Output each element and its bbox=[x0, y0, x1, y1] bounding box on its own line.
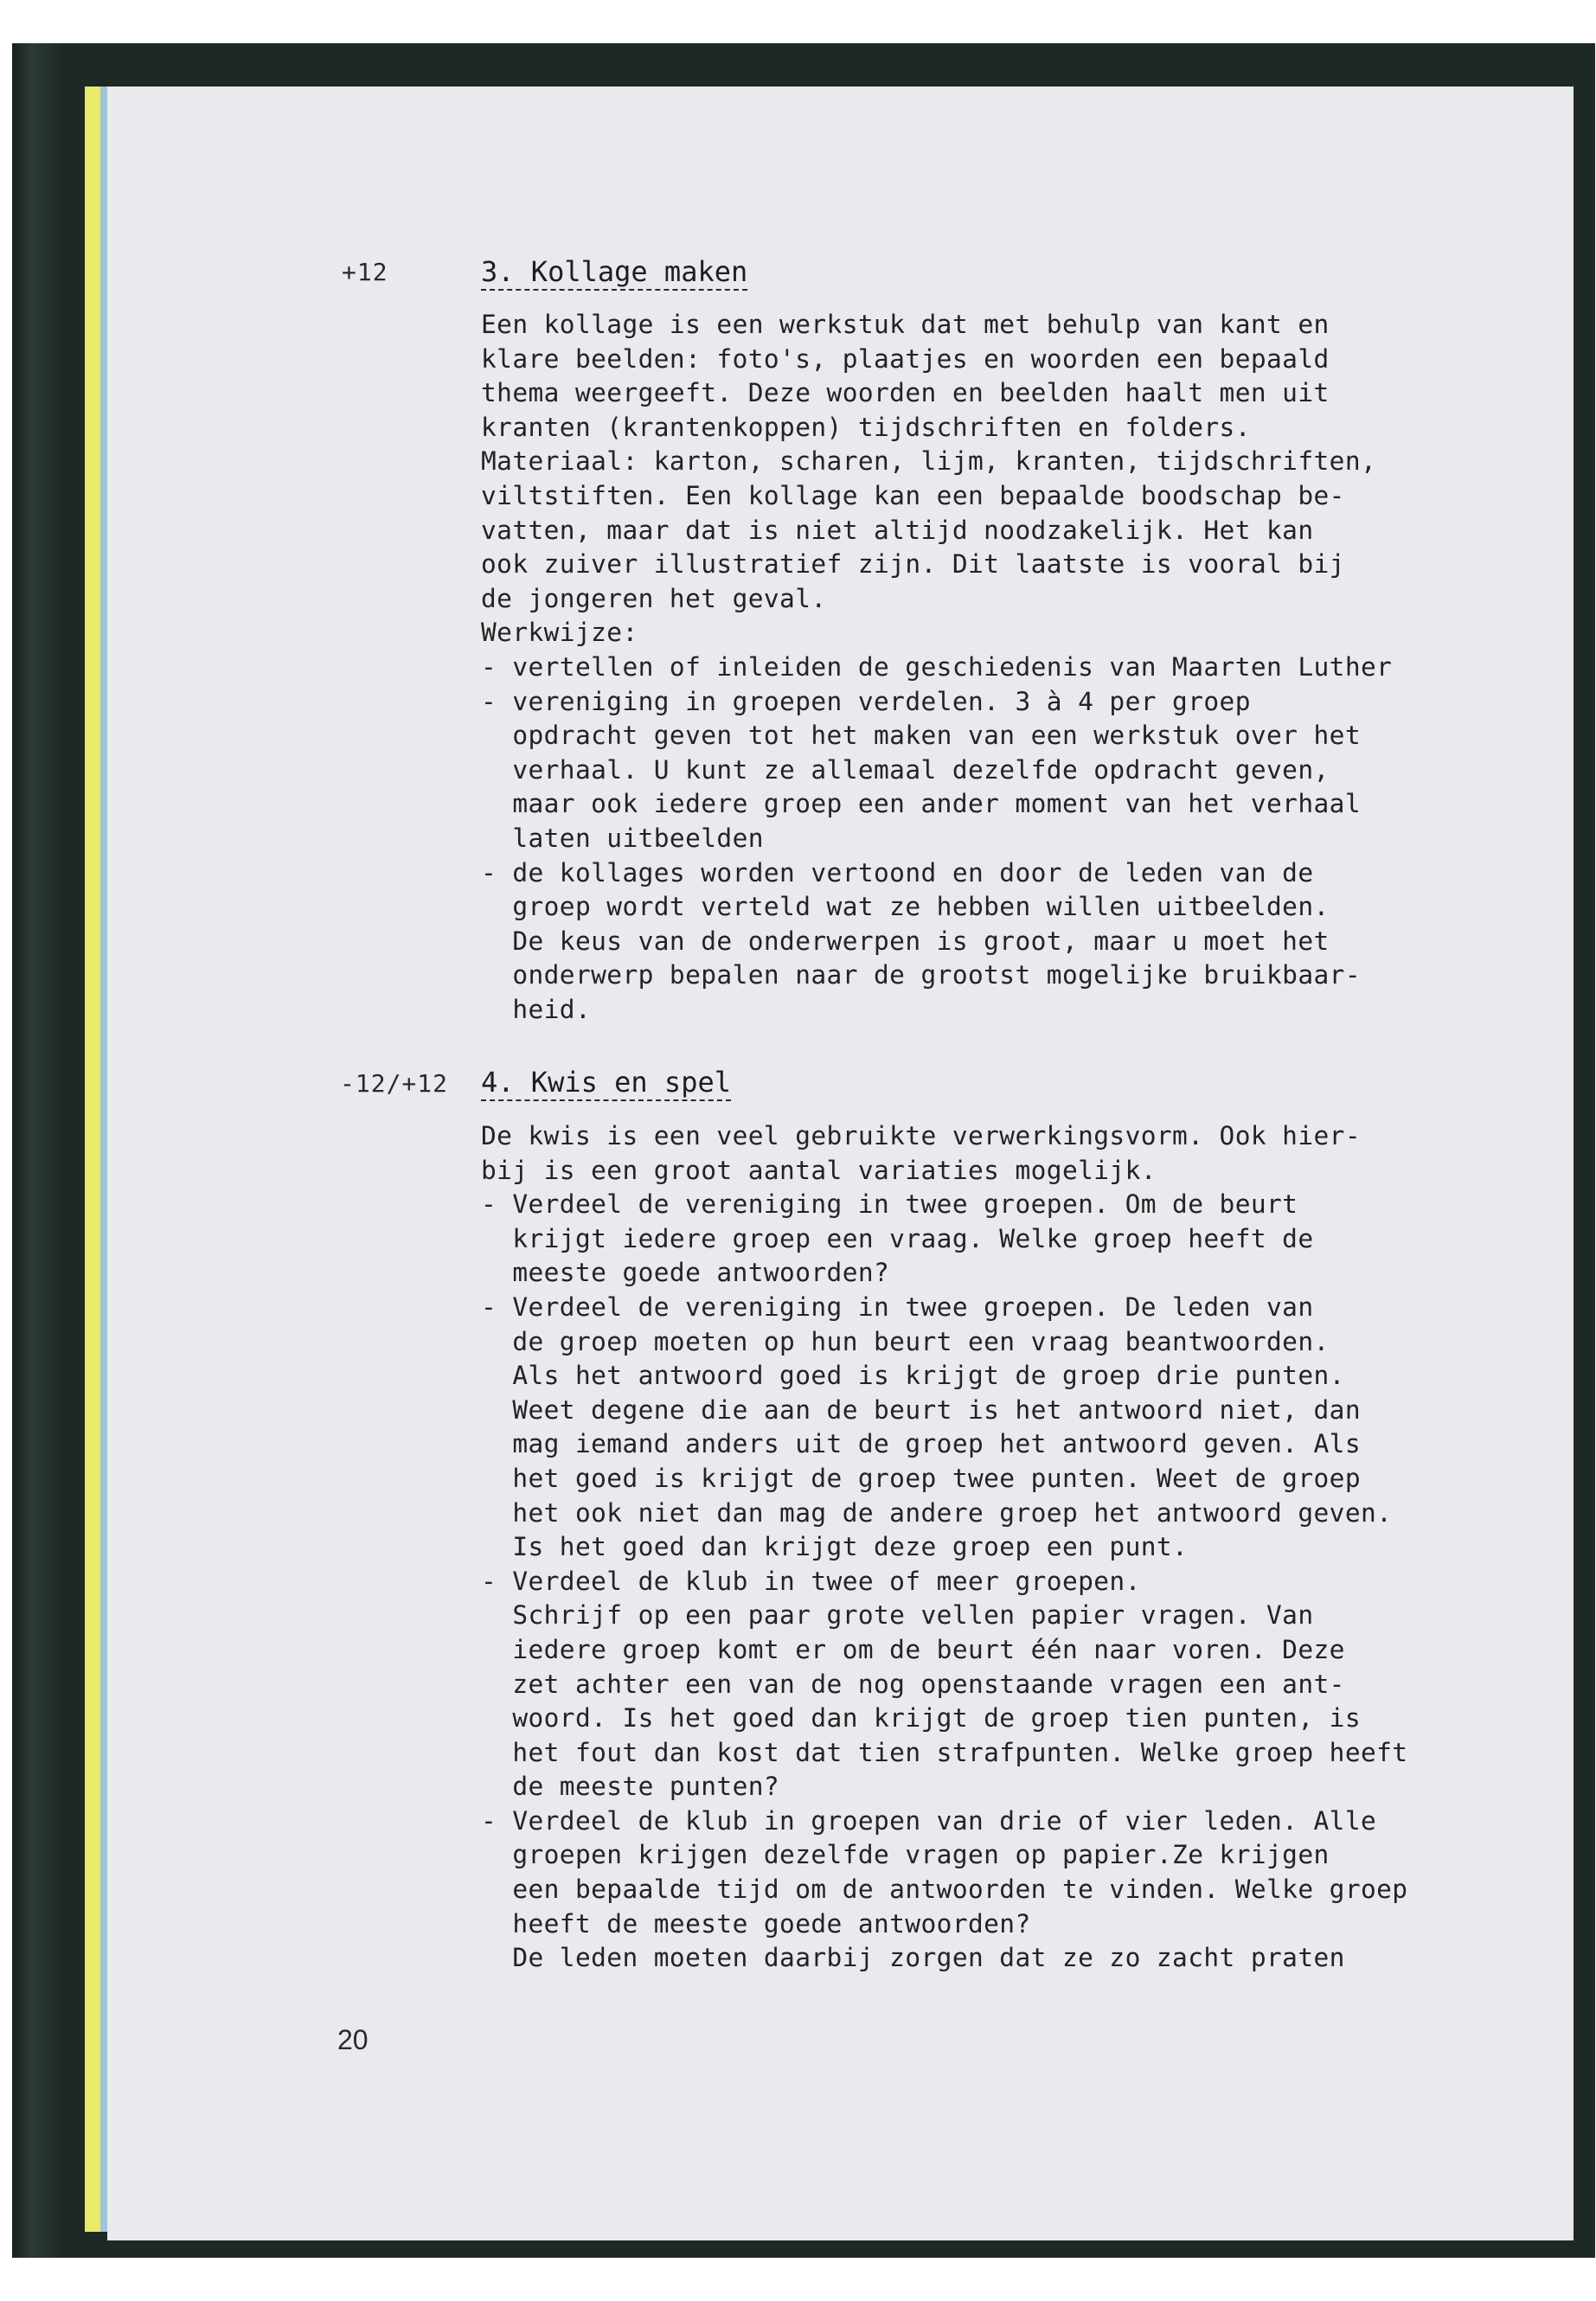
text-line: - Verdeel de klub in groepen van drie of vier leden. Alle bbox=[481, 1805, 1377, 1836]
text-line: Als het antwoord goed is krijgt de groep drie punten. bbox=[481, 1361, 1345, 1391]
text-line: Weet degene die aan de beurt is het antwoord niet, dan bbox=[481, 1394, 1361, 1425]
page-number: 20 bbox=[337, 2024, 369, 2055]
text-line: de meeste punten? bbox=[481, 1772, 780, 1802]
text-line: opdracht geven tot het maken van een werkstuk over het bbox=[481, 721, 1361, 751]
text-line: het goed is krijgt de groep twee punten. Weet de groep bbox=[481, 1463, 1361, 1493]
text-line: meeste goede antwoorden? bbox=[481, 1258, 890, 1288]
text-line: kranten (krantenkoppen) tijdschriften en folders. bbox=[481, 412, 1251, 442]
section-heading-kollage: 3. Kollage maken bbox=[481, 255, 747, 291]
text-line: - vereniging in groepen verdelen. 3 à 4 per groep bbox=[481, 686, 1251, 716]
page-edge-yellow bbox=[85, 87, 100, 2232]
text-line: ook zuiver illustratief zijn. Dit laatste is vooral bij bbox=[481, 549, 1345, 580]
text-line: het ook niet dan mag de andere groep het antwoord geven. bbox=[481, 1497, 1393, 1528]
text-line: De leden moeten daarbij zorgen dat ze zo zacht praten bbox=[481, 1943, 1345, 1973]
text-line: Werkwijze: bbox=[481, 618, 638, 648]
section-body-kollage bbox=[481, 308, 1392, 1027]
text-line: een bepaalde tijd om de antwoorden te vinden. Welke groep bbox=[481, 1875, 1408, 1905]
text-line: iedere groep komt er om de beurt één naar voren. Deze bbox=[481, 1634, 1345, 1664]
text-line: groep wordt verteld wat ze hebben willen uitbeelden. bbox=[481, 892, 1330, 922]
text-line: groepen krijgen dezelfde vragen op papier.Ze krijgen bbox=[481, 1840, 1330, 1870]
text-line: klare beelden: foto's, plaatjes en woorden een bepaald bbox=[481, 343, 1330, 374]
text-line: woord. Is het goed dan krijgt de groep tien punten, is bbox=[481, 1703, 1361, 1734]
text-line: viltstiften. Een kollage kan een bepaalde boodschap be- bbox=[481, 480, 1345, 510]
text-line: - Verdeel de vereniging in twee groepen. Om de beurt bbox=[481, 1189, 1298, 1220]
text-line: onderwerp bepalen naar de grootst mogelijke bruikbaar- bbox=[481, 960, 1361, 990]
text-line: de jongeren het geval. bbox=[481, 583, 827, 613]
section-body-kwis bbox=[481, 1119, 1407, 1976]
text-line: vatten, maar dat is niet altijd noodzakelijk. Het kan bbox=[481, 515, 1314, 545]
text-line: heid. bbox=[481, 994, 592, 1024]
text-line: zet achter een van de nog openstaande vragen een ant- bbox=[481, 1669, 1345, 1699]
text-line: laten uitbeelden bbox=[481, 823, 764, 853]
text-line: - vertellen of inleiden de geschiedenis van Maarten Luther bbox=[481, 651, 1393, 682]
text-line: Schrijf op een paar grote vellen papier vragen. Van bbox=[481, 1600, 1314, 1631]
text-line: het fout dan kost dat tien strafpunten. Welke groep heeft bbox=[481, 1737, 1408, 1767]
text-line: heeft de meeste goede antwoorden? bbox=[481, 1908, 1031, 1939]
text-line: de groep moeten op hun beurt een vraag beantwoorden. bbox=[481, 1326, 1330, 1356]
text-line: Materiaal: karton, scharen, lijm, kranten, tijdschriften, bbox=[481, 446, 1377, 477]
text-line: - de kollages worden vertoond en door de leden van de bbox=[481, 857, 1314, 888]
margin-tag-section-4: -12/+12 bbox=[340, 1069, 449, 1098]
section-heading-kwis: 4. Kwis en spel bbox=[481, 1066, 731, 1101]
text-line: bij is een groot aantal variaties mogelijk. bbox=[481, 1155, 1157, 1185]
text-line: krijgt iedere groep een vraag. Welke groep heeft de bbox=[481, 1223, 1314, 1253]
text-line: mag iemand anders uit de groep het antwoord geven. Als bbox=[481, 1429, 1361, 1459]
text-line: thema weergeeft. Deze woorden en beelden haalt men uit bbox=[481, 378, 1330, 408]
text-line: De keus van de onderwerpen is groot, maar u moet het bbox=[481, 926, 1330, 956]
page-edge-blue bbox=[100, 87, 107, 2232]
text-line: verhaal. U kunt ze allemaal dezelfde opdracht geven, bbox=[481, 754, 1330, 785]
text-line: maar ook iedere groep een ander moment van het verhaal bbox=[481, 789, 1361, 819]
text-line: - Verdeel de klub in twee of meer groepen. bbox=[481, 1566, 1141, 1596]
margin-tag-section-3: +12 bbox=[342, 258, 388, 286]
text-line: - Verdeel de vereniging in twee groepen. De leden van bbox=[481, 1292, 1314, 1322]
book-spine bbox=[12, 43, 61, 2258]
text-line: Een kollage is een werkstuk dat met behulp van kant en bbox=[481, 310, 1330, 339]
text-line: De kwis is een veel gebruikte verwerkingsvorm. Ook hier- bbox=[481, 1121, 1361, 1150]
text-line: Is het goed dan krijgt deze groep een punt. bbox=[481, 1532, 1189, 1562]
